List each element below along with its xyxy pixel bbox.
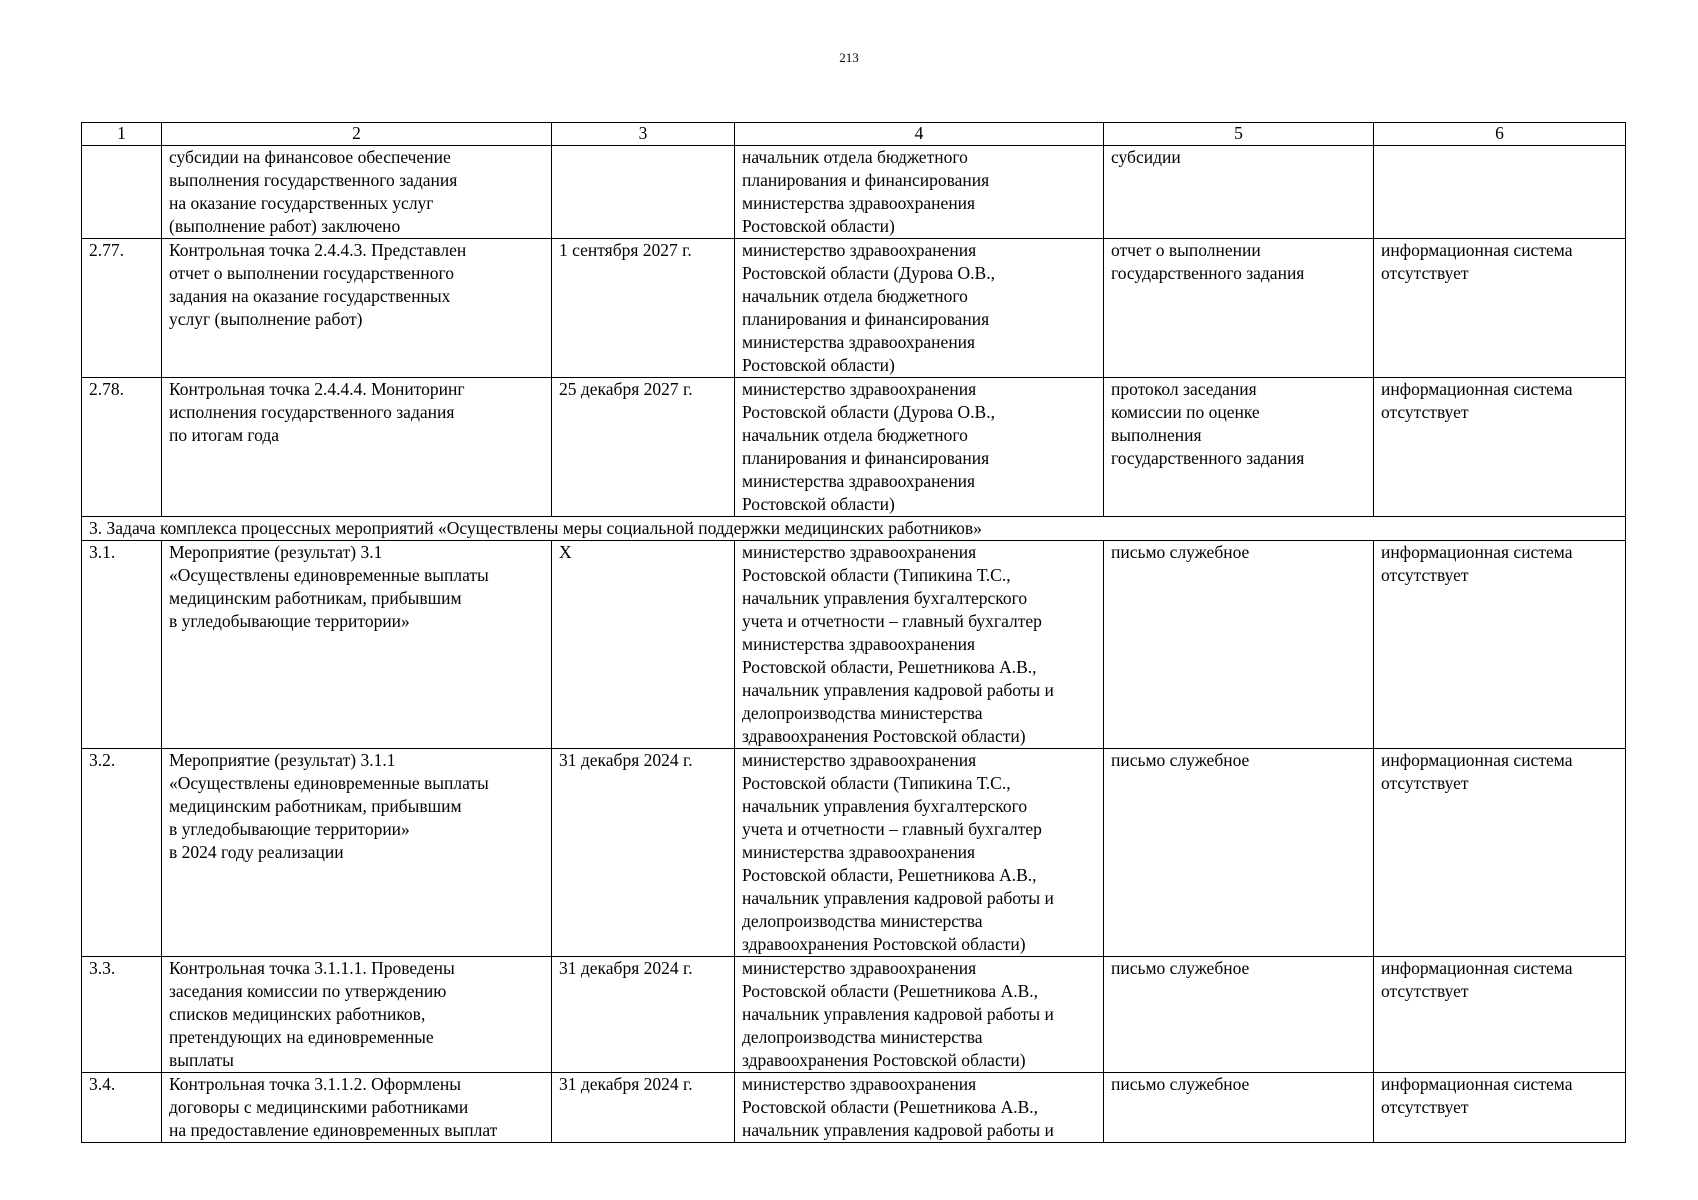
table-row: [82, 541, 1626, 749]
row-date: [552, 146, 735, 239]
row-date: 31 декабря 2024 г.: [552, 1073, 735, 1143]
row-number: 2.77.: [82, 239, 162, 378]
row-name: Мероприятие (результат) 3.1.1 «Осуществлены единовременные выплаты медицинским работникам, прибывшим в угледобывающие территории» в 2024 году реализации: [162, 749, 552, 957]
row-number: [82, 146, 162, 239]
row-date: 25 декабря 2027 г.: [552, 378, 735, 517]
column-header-4: 4: [735, 123, 1104, 146]
row-name: Контрольная точка 3.1.1.2. Оформлены договоры с медицинскими работниками на предоставление единовременных выплат: [162, 1073, 552, 1143]
row-date: 31 декабря 2024 г.: [552, 957, 735, 1073]
row-info-system: [1374, 146, 1626, 239]
row-number: 3.1.: [82, 541, 162, 749]
column-number-row: [82, 123, 1626, 146]
table-row: [82, 378, 1626, 517]
row-info-system: информационная система отсутствует: [1374, 749, 1626, 957]
row-info-system: информационная система отсутствует: [1374, 378, 1626, 517]
column-header-1: 1: [82, 123, 162, 146]
row-document: отчет о выполнении государственного задания: [1104, 239, 1374, 378]
row-responsible: министерство здравоохранения Ростовской области (Дурова О.В., начальник отдела бюджетного планирования и финансирования министерства здравоохранения Ростовской области): [735, 378, 1104, 517]
section-heading: 3. Задача комплекса процессных мероприятий «Осуществлены меры социальной поддержки медицинских работников»: [82, 517, 1626, 541]
row-date: 1 сентября 2027 г.: [552, 239, 735, 378]
row-responsible: министерство здравоохранения Ростовской области (Дурова О.В., начальник отдела бюджетного планирования и финансирования министерства здравоохранения Ростовской области): [735, 239, 1104, 378]
column-header-2: 2: [162, 123, 552, 146]
row-document: письмо служебное: [1104, 957, 1374, 1073]
row-name: Контрольная точка 2.4.4.4. Мониторинг исполнения государственного задания по итогам года: [162, 378, 552, 517]
table-row: [82, 1073, 1626, 1143]
column-header-5: 5: [1104, 123, 1374, 146]
row-name: Мероприятие (результат) 3.1 «Осуществлены единовременные выплаты медицинским работникам, прибывшим в угледобывающие территории»: [162, 541, 552, 749]
row-responsible: министерство здравоохранения Ростовской области (Решетникова А.В., начальник управления кадровой работы и: [735, 1073, 1104, 1143]
row-number: 2.78.: [82, 378, 162, 517]
row-number: 3.3.: [82, 957, 162, 1073]
row-responsible: министерство здравоохранения Ростовской области (Решетникова А.В., начальник управления кадровой работы и делопроизводства министерства здравоохранения Ростовской области): [735, 957, 1104, 1073]
row-responsible: начальник отдела бюджетного планирования и финансирования министерства здравоохранения Ростовской области): [735, 146, 1104, 239]
row-date: X: [552, 541, 735, 749]
row-info-system: информационная система отсутствует: [1374, 239, 1626, 378]
row-info-system: информационная система отсутствует: [1374, 541, 1626, 749]
table-row: [82, 957, 1626, 1073]
row-info-system: информационная система отсутствует: [1374, 957, 1626, 1073]
row-date: 31 декабря 2024 г.: [552, 749, 735, 957]
table-row: [82, 239, 1626, 378]
table-row: [82, 146, 1626, 239]
row-document: субсидии: [1104, 146, 1374, 239]
row-document: письмо служебное: [1104, 1073, 1374, 1143]
row-number: 3.2.: [82, 749, 162, 957]
table-row: [82, 749, 1626, 957]
row-info-system: информационная система отсутствует: [1374, 1073, 1626, 1143]
page-number: 213: [839, 50, 859, 65]
column-header-3: 3: [552, 123, 735, 146]
section-row: [82, 517, 1626, 541]
row-responsible: министерство здравоохранения Ростовской области (Типикина Т.С., начальник управления бухгалтерского учета и отчетности – главный бухгалтер министерства здравоохранения Ростовской области, Решетникова А.В., начальник управления кадровой работы и делопроизводства министерства здравоохранения Ростовской области): [735, 749, 1104, 957]
row-document: письмо служебное: [1104, 541, 1374, 749]
row-document: письмо служебное: [1104, 749, 1374, 957]
control-points-table: [81, 122, 1626, 1143]
row-name: Контрольная точка 3.1.1.1. Проведены заседания комиссии по утверждению списков медицинских работников, претендующих на единовременные выплаты: [162, 957, 552, 1073]
column-header-6: 6: [1374, 123, 1626, 146]
row-document: протокол заседания комиссии по оценке выполнения государственного задания: [1104, 378, 1374, 517]
row-name: Контрольная точка 2.4.4.3. Представлен отчет о выполнении государственного задания на оказание государственных услуг (выполнение работ): [162, 239, 552, 378]
row-name: субсидии на финансовое обеспечение выполнения государственного задания на оказание государственных услуг (выполнение работ) заключено: [162, 146, 552, 239]
row-responsible: министерство здравоохранения Ростовской области (Типикина Т.С., начальник управления бухгалтерского учета и отчетности – главный бухгалтер министерства здравоохранения Ростовской области, Решетникова А.В., начальник управления кадровой работы и делопроизводства министерства здравоохранения Ростовской области): [735, 541, 1104, 749]
row-number: 3.4.: [82, 1073, 162, 1143]
